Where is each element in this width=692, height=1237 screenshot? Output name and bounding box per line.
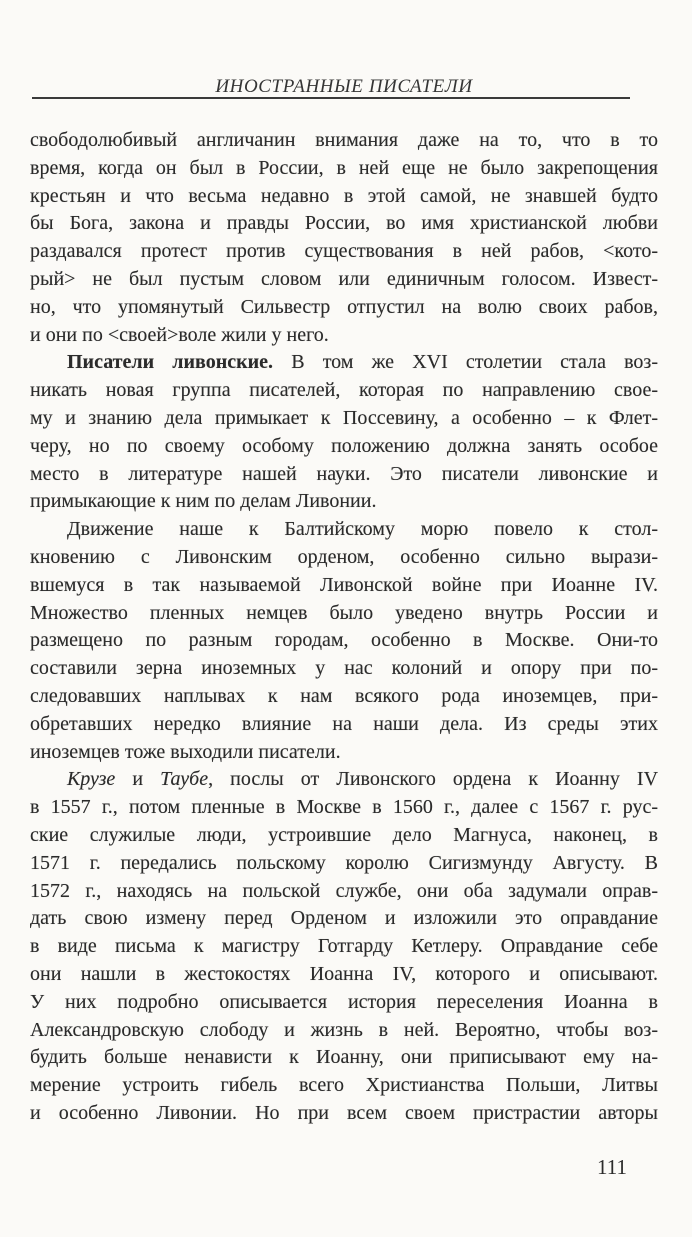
text-run: В том же XVI столетии стала воз-: [273, 351, 658, 374]
text-line: [30, 127, 658, 155]
text-line: [30, 655, 658, 683]
text-line: [30, 1017, 658, 1045]
text-run: составили зерна иноземных у нас колоний и опору при по-: [30, 657, 658, 680]
text-run: следовавших наплывах к нам всякого рода иноземцев, при-: [30, 684, 658, 707]
text-run: время, когда он был в России, в ней еще не было закрепощения: [30, 156, 658, 179]
text-line: [30, 989, 658, 1017]
text-line: [30, 210, 658, 238]
text-run: но, что упомянутый Сильвестр отпустил на волю своих рабов,: [30, 295, 658, 318]
text-run: раздавался протест против существования в ней рабов, <кото-: [30, 240, 658, 263]
text-line: [30, 822, 658, 850]
text-run: му и знанию дела примыкает к Поссевину, а особенно – к Флет-: [30, 406, 658, 429]
text-line: [30, 683, 658, 711]
text-line: [30, 516, 658, 544]
text-run: свободолюбивый англичанин внимания даже на то, что в то: [30, 129, 658, 151]
text-run: Множество пленных немцев было уведено внутрь России и: [30, 601, 658, 624]
text-run: 1572 г., находясь на польской службе, они оба задумали оправ-: [30, 879, 658, 902]
running-header-title: ИНОСТРАННЫЕ ПИСАТЕЛИ: [215, 76, 473, 97]
text-line: [30, 711, 658, 739]
text-line: [30, 433, 658, 461]
page-number: 111: [597, 1155, 627, 1179]
text-line: [30, 572, 658, 600]
text-run: и особенно Ливонии. Но при всем своем пристрастии авторы: [30, 1101, 658, 1124]
text-line: [30, 794, 658, 822]
text-line: [30, 1100, 658, 1128]
text-line: [30, 266, 658, 294]
text-line: [30, 322, 658, 350]
text-line: [30, 183, 658, 211]
bold-run: Писатели ливонские.: [67, 351, 274, 374]
text-line: [30, 1072, 658, 1100]
text-line: [30, 238, 658, 266]
text-run: иноземцев тоже выходили писатели.: [30, 740, 341, 763]
text-line: [30, 488, 658, 516]
text-run: Движение наше к Балтийскому морю повело к стол-: [67, 518, 658, 541]
text-line: [30, 933, 658, 961]
text-run: Александровскую слободу и жизнь в ней. Вероятно, чтобы воз-: [30, 1018, 658, 1041]
text-line: [30, 850, 658, 878]
text-line: [30, 461, 658, 489]
text-run: они нашли в жестокостях Иоанна IV, которого и описывают.: [30, 962, 658, 985]
text-run: обретавших нередко влияние на наши дела. Из среды этих: [30, 712, 658, 735]
italic-run: Крузе: [67, 768, 116, 791]
text-run: рый> не был пустым словом или единичным голосом. Извест-: [30, 267, 658, 290]
text-line: [30, 961, 658, 989]
text-run: никать новая группа писателей, которая по направлению свое-: [30, 379, 658, 402]
text-run: в 1557 г., потом пленные в Москве в 1560 г., далее с 1567 г. рус-: [30, 796, 658, 819]
italic-run: Таубе: [160, 768, 209, 791]
text-run: крестьян и что весьма недавно в этой самой, не знавшей будто: [30, 184, 658, 207]
text-line: [30, 294, 658, 322]
text-run: будить больше ненависти к Иоанну, они приписывают ему на-: [30, 1046, 658, 1069]
text-line: [30, 739, 658, 767]
text-run: мерение устроить гибель всего Христианства Польши, Литвы: [30, 1074, 658, 1097]
text-line: [30, 878, 658, 906]
text-line: [30, 905, 658, 933]
text-run: в виде письма к магистру Готгарду Кетлеру. Оправдание себе: [30, 935, 658, 958]
text-run: место в литературе нашей науки. Это писатели ливонские и: [30, 462, 658, 485]
header-rule: [32, 97, 630, 99]
text-line: [30, 627, 658, 655]
text-run: черу, но по своему особому положению должна занять особое: [30, 434, 658, 457]
text-run: размещено по разным городам, особенно в Москве. Они-то: [30, 629, 658, 652]
text-line: [30, 544, 658, 572]
text-run: и: [115, 768, 161, 791]
text-run: дать свою измену перед Орденом и изложили это оправдание: [30, 907, 658, 930]
text-run: и они по <своей>воле жили у него.: [30, 323, 329, 346]
text-run: вшемуся в так называемой Ливонской войне при Иоанне IV.: [30, 573, 658, 596]
text-line: [30, 1044, 658, 1072]
text-line: [30, 155, 658, 183]
text-run: 1571 г. передались польскому королю Сигизмунду Августу. В: [30, 851, 658, 874]
text-run: бы Бога, закона и правды России, во имя христианской любви: [30, 212, 658, 235]
text-line: [30, 377, 658, 405]
text-line: [30, 600, 658, 628]
text-run: кновению с Ливонским орденом, особенно сильно вырази-: [30, 545, 658, 568]
text-line: [30, 766, 658, 794]
text-line: [30, 349, 658, 377]
text-run: , послы от Ливонского ордена к Иоанну IV: [208, 768, 658, 791]
body-text: [30, 127, 658, 1128]
text-run: примыкающие к ним по делам Ливонии.: [30, 490, 377, 513]
text-line: [30, 405, 658, 433]
text-run: ские служилые люди, устроившие дело Магнуса, наконец, в: [30, 823, 658, 846]
text-run: У них подробно описывается история переселения Иоанна в: [30, 990, 658, 1013]
